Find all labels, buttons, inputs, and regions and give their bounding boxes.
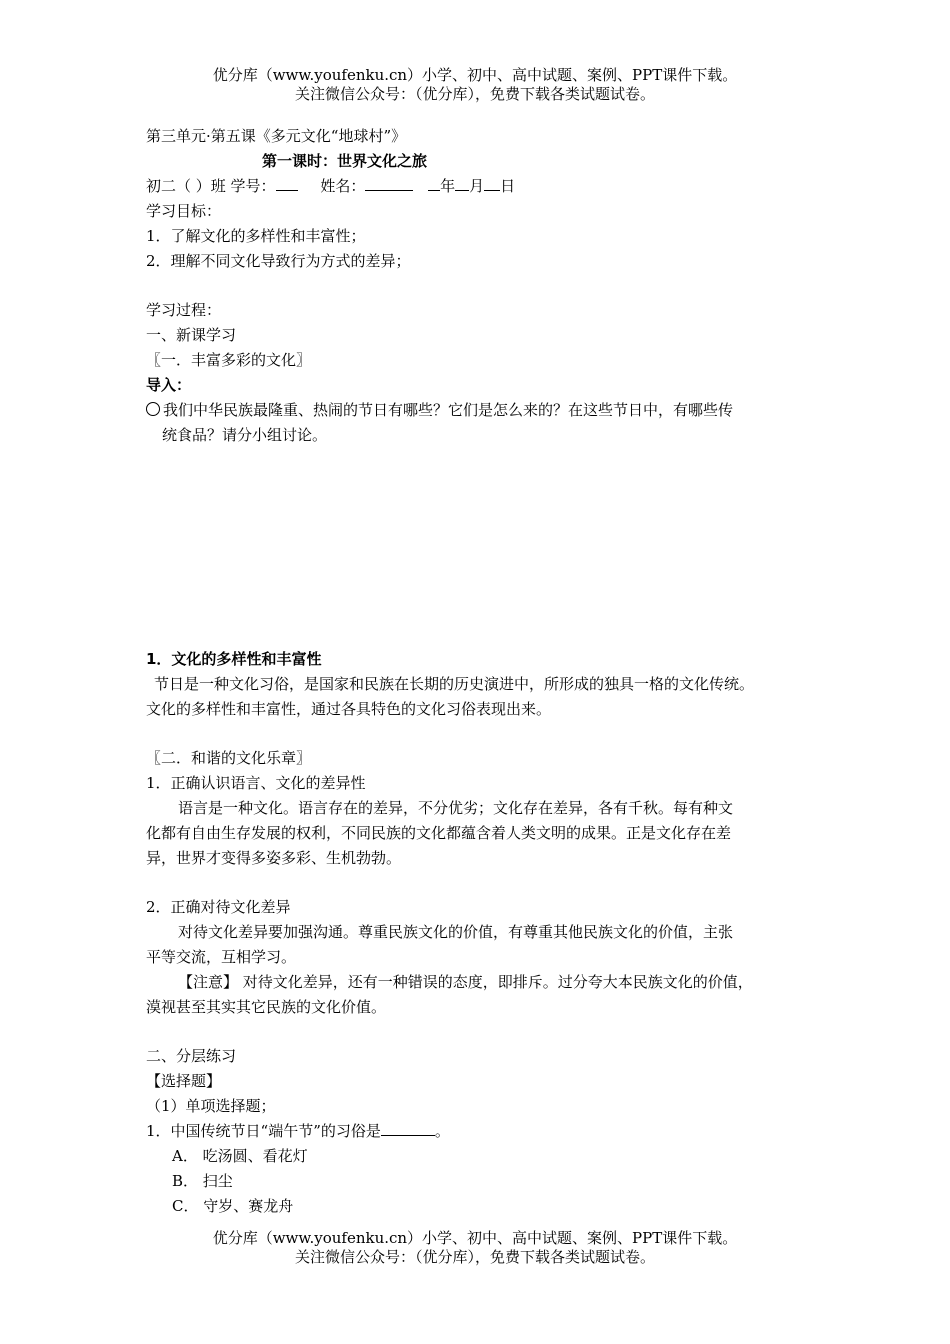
class-number-label: 初二（ ）班 学号： bbox=[146, 177, 276, 195]
section-new-lesson: 一、新课学习 bbox=[146, 326, 237, 344]
intro-label: 导入： bbox=[146, 376, 192, 394]
month-label: 月 bbox=[469, 177, 485, 195]
header-line-2: 关注微信公众号：（优分库），免费下载各类试题试卷。 bbox=[294, 85, 655, 103]
question-1-end: 。 bbox=[434, 1122, 450, 1140]
part-1-heading: 〖一．丰富多彩的文化〗 bbox=[146, 351, 312, 369]
month-blank[interactable] bbox=[455, 174, 469, 191]
goal-2: 2．理解不同文化导致行为方式的差异； bbox=[146, 252, 411, 270]
point-1-heading: 1．文化的多样性和丰富性 bbox=[146, 650, 322, 668]
footer-line-2: 关注微信公众号：（优分库），免费下载各类试题试卷。 bbox=[294, 1248, 655, 1266]
question-1-blank[interactable] bbox=[381, 1119, 435, 1136]
point-2-line-1: 语言是一种文化。语言存在的差异，不分优劣；文化存在差异，各有千秋。每有种文 bbox=[178, 799, 734, 817]
year-label: 年 bbox=[440, 177, 456, 195]
option-a[interactable]: A． 吃汤圆、看花灯 bbox=[172, 1147, 308, 1165]
option-c[interactable]: C． 守岁、赛龙舟 bbox=[172, 1197, 294, 1215]
name-blank[interactable] bbox=[365, 174, 413, 191]
page-footer bbox=[0, 1229, 950, 1267]
section-practice: 二、分层练习 bbox=[146, 1047, 237, 1065]
process-heading: 学习过程： bbox=[146, 301, 222, 319]
note-line-2: 漠视甚至其实其它民族的文化价值。 bbox=[146, 998, 387, 1016]
single-choice-label: （1）单项选择题； bbox=[146, 1097, 276, 1115]
header-line-1: 优分库（www.youfenku.cn）小学、初中、高中试题、案例、PPT课件下载。 bbox=[212, 66, 738, 84]
option-b[interactable]: B． 扫尘 bbox=[172, 1172, 233, 1190]
lesson-title: 第一课时：世界文化之旅 bbox=[262, 152, 428, 170]
day-label: 日 bbox=[500, 177, 516, 195]
part-2-heading: 〖二．和谐的文化乐章〗 bbox=[146, 749, 312, 767]
intro-question-line-1 bbox=[146, 398, 733, 422]
year-blank[interactable] bbox=[428, 174, 440, 191]
point-3-line-2: 平等交流，互相学习。 bbox=[146, 948, 297, 966]
point-2-line-2: 化都有自由生存发展的权利，不同民族的文化都蕴含着人类文明的成果。正是文化存在差 bbox=[146, 824, 732, 842]
point-2-heading: 1．正确认识语言、文化的差异性 bbox=[146, 774, 366, 792]
question-1-text: 1．中国传统节日“端午节”的习俗是 bbox=[146, 1122, 381, 1140]
page-header bbox=[0, 66, 950, 104]
intro-question-line-2: 统食品？请分小组讨论。 bbox=[162, 426, 328, 444]
point-2-line-3: 异，世界才变得多姿多彩、生机勃勃。 bbox=[146, 849, 402, 867]
point-3-line-1: 对待文化差异要加强沟通。尊重民族文化的价值，有尊重其他民族文化的价值，主张 bbox=[178, 923, 734, 941]
intro-question-text: 我们中华民族最隆重、热闹的节日有哪些？它们是怎么来的？在这些节日中，有哪些传 bbox=[163, 401, 734, 419]
point-3-heading: 2．正确对待文化差异 bbox=[146, 898, 291, 916]
day-blank[interactable] bbox=[484, 174, 500, 191]
choice-heading: 【选择题】 bbox=[146, 1072, 222, 1090]
footer-line-1: 优分库（www.youfenku.cn）小学、初中、高中试题、案例、PPT课件下载。 bbox=[212, 1229, 738, 1247]
student-number-blank[interactable] bbox=[276, 174, 298, 191]
note-line-1: 【注意】 对待文化差异，还有一种错误的态度，即排斥。过分夸大本民族文化的价值， bbox=[178, 973, 753, 991]
question-1 bbox=[146, 1119, 450, 1143]
circle-bullet-icon bbox=[146, 402, 160, 416]
goals-heading: 学习目标： bbox=[146, 202, 222, 220]
point-1-line-1: 节日是一种文化习俗，是国家和民族在长期的历史演进中，所形成的独具一格的文化传统。 bbox=[154, 675, 755, 693]
point-1-line-2: 文化的多样性和丰富性，通过各具特色的文化习俗表现出来。 bbox=[146, 700, 552, 718]
name-label: 姓名： bbox=[320, 177, 366, 195]
unit-title: 第三单元·第五课《多元文化“地球村”》 bbox=[146, 127, 407, 145]
student-info-line bbox=[146, 174, 515, 198]
goal-1: 1．了解文化的多样性和丰富性； bbox=[146, 227, 366, 245]
